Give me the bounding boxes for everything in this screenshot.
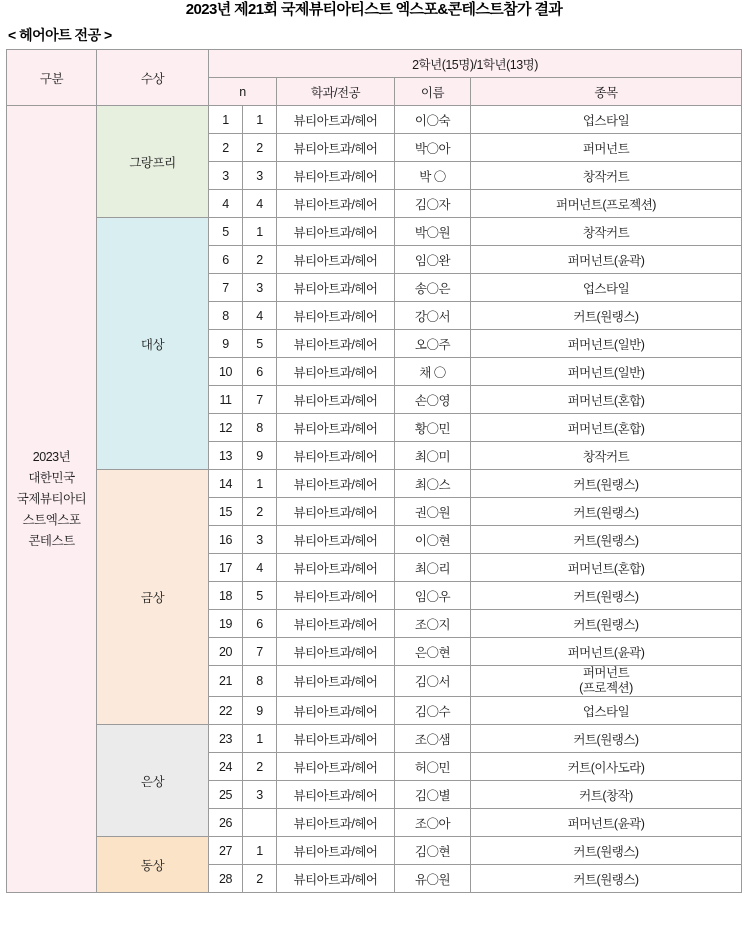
- item-cell: 커트(원랭스): [471, 837, 742, 865]
- row-n-cell: 1: [243, 470, 277, 498]
- row-index-cell: 23: [209, 725, 243, 753]
- name-cell: 김〇수: [395, 697, 471, 725]
- row-index-cell: 22: [209, 697, 243, 725]
- item-cell: 커트(원랭스): [471, 470, 742, 498]
- row-index-cell: 11: [209, 386, 243, 414]
- row-index-cell: 10: [209, 358, 243, 386]
- item-cell: 커트(원랭스): [471, 725, 742, 753]
- item-cell: 퍼머넌트(윤곽): [471, 246, 742, 274]
- name-cell: 오〇주: [395, 330, 471, 358]
- name-cell: 강〇서: [395, 302, 471, 330]
- row-n-cell: 2: [243, 134, 277, 162]
- dept-cell: 뷰티아트과/헤어: [277, 638, 395, 666]
- row-n-cell: 1: [243, 106, 277, 134]
- item-cell: 창작커트: [471, 162, 742, 190]
- row-index-cell: 26: [209, 809, 243, 837]
- dept-cell: 뷰티아트과/헤어: [277, 386, 395, 414]
- dept-cell: 뷰티아트과/헤어: [277, 358, 395, 386]
- dept-cell: 뷰티아트과/헤어: [277, 781, 395, 809]
- row-n-cell: 4: [243, 302, 277, 330]
- header-group: 2학년(15명)/1학년(13명): [209, 50, 742, 78]
- row-index-cell: 21: [209, 666, 243, 697]
- table-header: [7, 50, 742, 106]
- name-cell: 은〇현: [395, 638, 471, 666]
- row-n-cell: 5: [243, 582, 277, 610]
- item-cell: 퍼머넌트(혼합): [471, 386, 742, 414]
- name-cell: 임〇완: [395, 246, 471, 274]
- dept-cell: 뷰티아트과/헤어: [277, 498, 395, 526]
- row-n-cell: 2: [243, 246, 277, 274]
- dept-cell: 뷰티아트과/헤어: [277, 865, 395, 893]
- item-cell: 퍼머넌트(일반): [471, 358, 742, 386]
- row-index-cell: 20: [209, 638, 243, 666]
- name-cell: 김〇현: [395, 837, 471, 865]
- row-n-cell: 8: [243, 414, 277, 442]
- row-n-cell: 2: [243, 865, 277, 893]
- name-cell: 최〇미: [395, 442, 471, 470]
- item-cell: 창작커트: [471, 218, 742, 246]
- name-cell: 유〇원: [395, 865, 471, 893]
- row-n-cell: 3: [243, 162, 277, 190]
- row-index-cell: 7: [209, 274, 243, 302]
- row-index-cell: 17: [209, 554, 243, 582]
- row-n-cell: [243, 809, 277, 837]
- item-cell: 커트(원랭스): [471, 526, 742, 554]
- dept-cell: 뷰티아트과/헤어: [277, 218, 395, 246]
- row-n-cell: 9: [243, 442, 277, 470]
- name-cell: 조〇아: [395, 809, 471, 837]
- header-gubun: 구분: [7, 50, 97, 106]
- row-n-cell: 1: [243, 837, 277, 865]
- dept-cell: 뷰티아트과/헤어: [277, 302, 395, 330]
- award-category-cell: 금상: [97, 470, 209, 725]
- award-category-cell: 대상: [97, 218, 209, 470]
- row-index-cell: 6: [209, 246, 243, 274]
- item-cell: 커트(원랭스): [471, 582, 742, 610]
- name-cell: 최〇스: [395, 470, 471, 498]
- dept-cell: 뷰티아트과/헤어: [277, 666, 395, 697]
- item-cell: 퍼머넌트(프로젝션): [471, 190, 742, 218]
- row-index-cell: 16: [209, 526, 243, 554]
- row-index-cell: 15: [209, 498, 243, 526]
- row-n-cell: 3: [243, 781, 277, 809]
- row-index-cell: 24: [209, 753, 243, 781]
- item-cell: 퍼머넌트(일반): [471, 330, 742, 358]
- dept-cell: 뷰티아트과/헤어: [277, 610, 395, 638]
- dept-cell: 뷰티아트과/헤어: [277, 582, 395, 610]
- award-category-cell: 동상: [97, 837, 209, 893]
- header-n: n: [209, 78, 277, 106]
- name-cell: 박〇아: [395, 134, 471, 162]
- name-cell: 최〇리: [395, 554, 471, 582]
- name-cell: 박〇원: [395, 218, 471, 246]
- name-cell: 이〇현: [395, 526, 471, 554]
- dept-cell: 뷰티아트과/헤어: [277, 190, 395, 218]
- row-index-cell: 3: [209, 162, 243, 190]
- row-n-cell: 5: [243, 330, 277, 358]
- dept-cell: 뷰티아트과/헤어: [277, 837, 395, 865]
- row-index-cell: 5: [209, 218, 243, 246]
- name-cell: 손〇영: [395, 386, 471, 414]
- row-n-cell: 6: [243, 610, 277, 638]
- item-cell: 퍼머넌트(윤곽): [471, 809, 742, 837]
- row-index-cell: 12: [209, 414, 243, 442]
- dept-cell: 뷰티아트과/헤어: [277, 274, 395, 302]
- row-index-cell: 18: [209, 582, 243, 610]
- dept-cell: 뷰티아트과/헤어: [277, 725, 395, 753]
- dept-cell: 뷰티아트과/헤어: [277, 554, 395, 582]
- table-row: [7, 837, 742, 865]
- name-cell: 권〇원: [395, 498, 471, 526]
- item-cell: 퍼머넌트(혼합): [471, 554, 742, 582]
- item-cell: 업스타일: [471, 106, 742, 134]
- row-n-cell: 7: [243, 386, 277, 414]
- row-n-cell: 7: [243, 638, 277, 666]
- award-category-cell: 그랑프리: [97, 106, 209, 218]
- item-cell: 창작커트: [471, 442, 742, 470]
- name-cell: 이〇숙: [395, 106, 471, 134]
- row-index-cell: 8: [209, 302, 243, 330]
- item-cell: 커트(원랭스): [471, 865, 742, 893]
- row-index-cell: 14: [209, 470, 243, 498]
- award-results-table: [6, 49, 742, 893]
- header-item: 종목: [471, 78, 742, 106]
- item-cell: 커트(원랭스): [471, 302, 742, 330]
- name-cell: 허〇민: [395, 753, 471, 781]
- name-cell: 김〇별: [395, 781, 471, 809]
- row-n-cell: 4: [243, 554, 277, 582]
- item-cell: 커트(이사도라): [471, 753, 742, 781]
- item-cell: 커트(원랭스): [471, 498, 742, 526]
- row-index-cell: 13: [209, 442, 243, 470]
- table-row: [7, 725, 742, 753]
- name-cell: 김〇자: [395, 190, 471, 218]
- row-n-cell: 1: [243, 725, 277, 753]
- item-cell: 커트(원랭스): [471, 610, 742, 638]
- name-cell: 조〇샘: [395, 725, 471, 753]
- row-index-cell: 19: [209, 610, 243, 638]
- name-cell: 임〇우: [395, 582, 471, 610]
- row-n-cell: 3: [243, 526, 277, 554]
- row-index-cell: 4: [209, 190, 243, 218]
- gubun-cell: 2023년 대한민국 국제뷰티아티 스트엑스포 콘테스트: [7, 106, 97, 893]
- table-row: [7, 470, 742, 498]
- item-cell: 퍼머넌트: [471, 134, 742, 162]
- dept-cell: 뷰티아트과/헤어: [277, 442, 395, 470]
- row-index-cell: 27: [209, 837, 243, 865]
- dept-cell: 뷰티아트과/헤어: [277, 697, 395, 725]
- row-index-cell: 1: [209, 106, 243, 134]
- row-n-cell: 9: [243, 697, 277, 725]
- item-cell: 퍼머넌트 (프로젝션): [471, 666, 742, 697]
- row-n-cell: 1: [243, 218, 277, 246]
- name-cell: 황〇민: [395, 414, 471, 442]
- item-cell: 업스타일: [471, 274, 742, 302]
- dept-cell: 뷰티아트과/헤어: [277, 526, 395, 554]
- dept-cell: 뷰티아트과/헤어: [277, 753, 395, 781]
- page-subtitle: < 헤어아트 전공 >: [8, 27, 112, 43]
- header-award: 수상: [97, 50, 209, 106]
- row-n-cell: 2: [243, 753, 277, 781]
- row-index-cell: 2: [209, 134, 243, 162]
- page-title: 2023년 제21회 국제뷰티아티스트 엑스포&콘테스트참가 결과: [185, 1, 563, 18]
- table-row: [7, 106, 742, 134]
- row-index-cell: 9: [209, 330, 243, 358]
- dept-cell: 뷰티아트과/헤어: [277, 162, 395, 190]
- dept-cell: 뷰티아트과/헤어: [277, 134, 395, 162]
- row-n-cell: 8: [243, 666, 277, 697]
- name-cell: 채 〇: [395, 358, 471, 386]
- item-cell: 퍼머넌트(윤곽): [471, 638, 742, 666]
- name-cell: 조〇지: [395, 610, 471, 638]
- dept-cell: 뷰티아트과/헤어: [277, 246, 395, 274]
- name-cell: 김〇서: [395, 666, 471, 697]
- name-cell: 박 〇: [395, 162, 471, 190]
- row-index-cell: 28: [209, 865, 243, 893]
- item-cell: 커트(창작): [471, 781, 742, 809]
- header-dept: 학과/전공: [277, 78, 395, 106]
- dept-cell: 뷰티아트과/헤어: [277, 330, 395, 358]
- row-n-cell: 2: [243, 498, 277, 526]
- item-cell: 업스타일: [471, 697, 742, 725]
- table-header-row-1: [7, 50, 742, 78]
- row-n-cell: 3: [243, 274, 277, 302]
- dept-cell: 뷰티아트과/헤어: [277, 414, 395, 442]
- item-cell: 퍼머넌트(혼합): [471, 414, 742, 442]
- dept-cell: 뷰티아트과/헤어: [277, 470, 395, 498]
- dept-cell: 뷰티아트과/헤어: [277, 809, 395, 837]
- row-index-cell: 25: [209, 781, 243, 809]
- table-body: [7, 106, 742, 893]
- row-n-cell: 4: [243, 190, 277, 218]
- dept-cell: 뷰티아트과/헤어: [277, 106, 395, 134]
- name-cell: 송〇은: [395, 274, 471, 302]
- row-n-cell: 6: [243, 358, 277, 386]
- table-row: [7, 218, 742, 246]
- award-category-cell: 은상: [97, 725, 209, 837]
- header-name: 이름: [395, 78, 471, 106]
